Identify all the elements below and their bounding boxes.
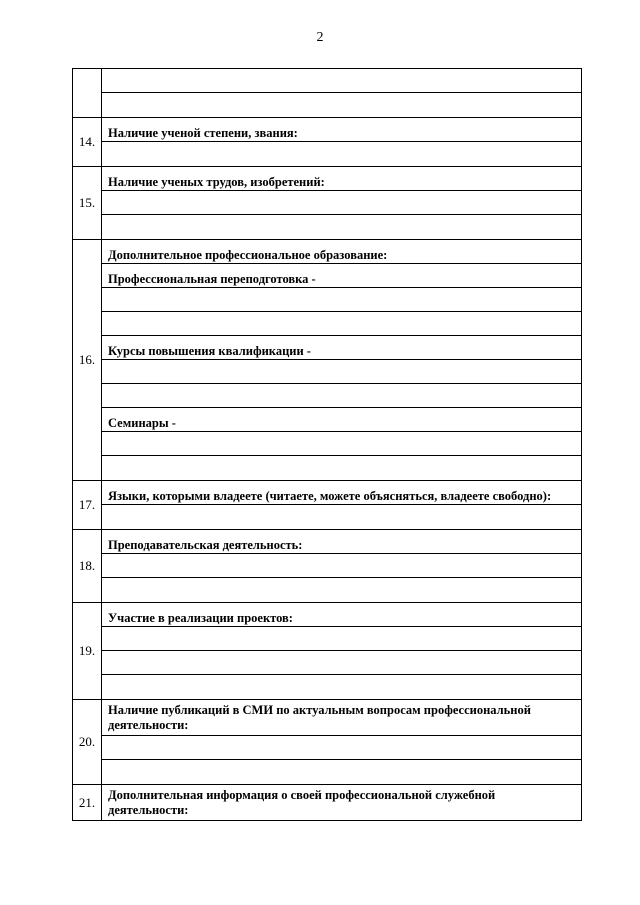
form-row (73, 603, 582, 700)
answer-line[interactable] (102, 578, 581, 602)
answer-line[interactable] (102, 456, 581, 480)
answer-line[interactable] (102, 432, 581, 456)
field-label: Преподавательская деятельность: (102, 530, 581, 554)
answer-line[interactable] (102, 651, 581, 675)
answer-line[interactable] (102, 215, 581, 239)
form-row (73, 118, 582, 167)
answer-line[interactable] (102, 760, 581, 784)
row-number: 18. (73, 530, 102, 603)
answer-line[interactable] (102, 360, 581, 384)
answer-line[interactable] (102, 142, 581, 166)
row-content (102, 603, 582, 700)
form-row (73, 785, 582, 821)
row-number: 17. (73, 481, 102, 530)
row-content (102, 240, 582, 481)
field-label: Профессиональная переподготовка - (102, 264, 581, 288)
row-content (102, 785, 582, 821)
answer-line[interactable] (102, 93, 581, 117)
field-label: Дополнительная информация о своей профессиональной служебной деятельности: (108, 788, 496, 817)
answer-line[interactable] (102, 191, 581, 215)
row-number: 20. (73, 700, 102, 785)
row-content (102, 69, 582, 118)
answer-line[interactable] (102, 288, 581, 312)
answer-line[interactable] (102, 627, 581, 651)
row-number: 15. (73, 167, 102, 240)
field-label: Дополнительное профессиональное образование: (102, 240, 581, 264)
field-label: Языки, которыми владеете (читаете, можете объясняться, владеете свободно): (102, 481, 581, 505)
row-number: 14. (73, 118, 102, 167)
row-content (102, 481, 582, 530)
row-number: 16. (73, 240, 102, 481)
field-label: Курсы повышения квалификации - (102, 336, 581, 360)
field-label: Наличие публикаций в СМИ по актуальным вопросам профессиональной деятельности: (102, 700, 581, 736)
answer-line[interactable] (102, 505, 581, 529)
field-label: Наличие ученой степени, звания: (102, 118, 581, 142)
answer-line[interactable] (102, 736, 581, 760)
field-label: Семинары - (102, 408, 581, 432)
answer-line[interactable] (102, 312, 581, 336)
form-row (73, 530, 582, 603)
form-row (73, 69, 582, 118)
row-number: 19. (73, 603, 102, 700)
field-label: Участие в реализации проектов: (102, 603, 581, 627)
questionnaire-table (72, 68, 582, 821)
form-row (73, 240, 582, 481)
form-row (73, 700, 582, 785)
row-number (73, 69, 102, 118)
answer-line[interactable] (102, 69, 581, 93)
answer-line[interactable] (102, 554, 581, 578)
row-content (102, 118, 582, 167)
row-content (102, 700, 582, 785)
row-content (102, 167, 582, 240)
field-label: Наличие ученых трудов, изобретений: (102, 167, 581, 191)
page-number: 2 (316, 30, 324, 45)
row-number: 21. (73, 785, 102, 821)
answer-line[interactable] (102, 384, 581, 408)
answer-line[interactable] (102, 675, 581, 699)
form-row (73, 167, 582, 240)
row-content (102, 530, 582, 603)
form-row (73, 481, 582, 530)
